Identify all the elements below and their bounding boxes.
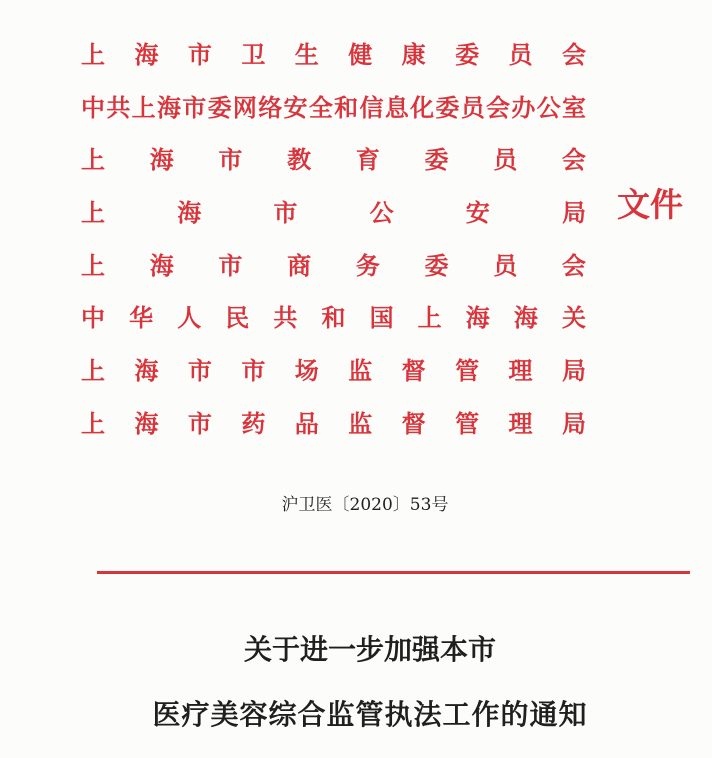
agency-char: 全: [308, 92, 333, 122]
agency-char: 华: [129, 303, 154, 333]
agency-char: 员: [493, 250, 518, 280]
agency-line-public-security-bureau: [81, 187, 586, 240]
agency-char: 市: [187, 356, 212, 386]
agency-char: 员: [460, 92, 485, 122]
agency-char: 委: [207, 92, 232, 122]
agency-char: 会: [486, 92, 510, 122]
agency-char: 卫: [241, 40, 266, 69]
agency-char: 理: [508, 356, 533, 386]
agency-char: 信: [359, 92, 384, 122]
issuing-agencies-block: [81, 29, 586, 451]
agency-line-cyberspace-office: [81, 82, 586, 135]
agency-char: 上: [81, 145, 105, 175]
agency-char: 品: [294, 408, 319, 438]
agency-char: 海: [134, 408, 159, 438]
agency-char: 务: [355, 250, 380, 280]
agency-char: 局: [561, 408, 586, 438]
agency-char: 上: [81, 40, 105, 69]
agency-char: 药: [241, 408, 266, 438]
agency-line-shanghai-customs: [81, 292, 586, 345]
agency-char: 公: [369, 198, 394, 228]
agency-char: 场: [294, 356, 319, 386]
agency-char: 海: [134, 40, 159, 69]
document-number: 沪卫医〔2020〕53号: [281, 495, 449, 515]
agency-char: 上: [131, 92, 156, 122]
document-title-line-2: 医疗美容综合监管执法工作的通知: [152, 698, 588, 731]
agency-char: 上: [81, 408, 105, 438]
agency-line-education-commission: [81, 134, 586, 187]
agency-char: 人: [177, 303, 202, 333]
agency-char: 员: [493, 145, 518, 175]
agency-char: 督: [401, 408, 426, 438]
agency-char: 海: [134, 356, 159, 386]
agency-char: 教: [287, 145, 312, 175]
agency-char: 室: [561, 92, 586, 122]
agency-char: 员: [508, 40, 533, 69]
agency-char: 上: [417, 303, 442, 333]
agency-char: 督: [401, 356, 426, 386]
agency-char: 息: [384, 92, 409, 122]
agency-char: 会: [561, 250, 586, 280]
agency-line-commerce-commission: [81, 240, 586, 293]
agency-line-health-commission: [81, 29, 586, 82]
agency-char: 安: [465, 198, 490, 228]
agency-char: 络: [258, 92, 283, 122]
agency-line-market-supervision: [81, 345, 586, 398]
agency-char: 上: [81, 198, 105, 228]
agency-char: 海: [156, 92, 181, 122]
agency-char: 生: [294, 40, 319, 69]
agency-char: 市: [187, 40, 212, 69]
agency-char: 委: [424, 145, 449, 175]
agency-char: 委: [424, 250, 449, 280]
agency-char: 市: [218, 250, 243, 280]
agency-char: 海: [177, 198, 202, 228]
agency-char: 共: [106, 92, 131, 122]
agency-char: 市: [187, 408, 212, 438]
agency-char: 康: [401, 40, 426, 69]
agency-char: 管: [455, 356, 480, 386]
agency-line-drug-administration: [81, 398, 586, 451]
document-suffix-label: 文件: [617, 185, 683, 224]
agency-char: 和: [334, 92, 359, 122]
agency-char: 市: [241, 356, 266, 386]
agency-char: 海: [149, 145, 174, 175]
agency-char: 海: [465, 303, 490, 333]
agency-char: 民: [225, 303, 250, 333]
agency-char: 理: [508, 408, 533, 438]
red-separator-line: [97, 571, 690, 574]
agency-char: 共: [273, 303, 298, 333]
agency-char: 市: [273, 198, 298, 228]
agency-char: 中: [81, 303, 105, 333]
document-title-line-1: 关于进一步加强本市: [243, 633, 496, 666]
agency-char: 安: [283, 92, 308, 122]
agency-char: 育: [355, 145, 380, 175]
agency-char: 健: [348, 40, 373, 69]
agency-char: 国: [369, 303, 394, 333]
agency-char: 委: [435, 92, 460, 122]
agency-char: 会: [561, 145, 586, 175]
agency-char: 上: [81, 356, 105, 386]
agency-char: 海: [149, 250, 174, 280]
agency-char: 关: [561, 303, 586, 333]
agency-char: 市: [182, 92, 207, 122]
agency-char: 网: [232, 92, 257, 122]
agency-char: 监: [348, 356, 373, 386]
agency-char: 海: [513, 303, 538, 333]
agency-char: 市: [218, 145, 243, 175]
agency-char: 局: [561, 198, 586, 228]
agency-char: 中: [81, 92, 105, 122]
agency-char: 会: [561, 40, 586, 69]
agency-char: 管: [455, 408, 480, 438]
agency-char: 局: [561, 356, 586, 386]
agency-char: 委: [455, 40, 480, 69]
agency-char: 公: [536, 92, 561, 122]
agency-char: 化: [410, 92, 435, 122]
agency-char: 和: [321, 303, 346, 333]
agency-char: 上: [81, 250, 105, 280]
agency-char: 商: [287, 250, 312, 280]
agency-char: 办: [511, 92, 536, 122]
agency-char: 监: [348, 408, 373, 438]
